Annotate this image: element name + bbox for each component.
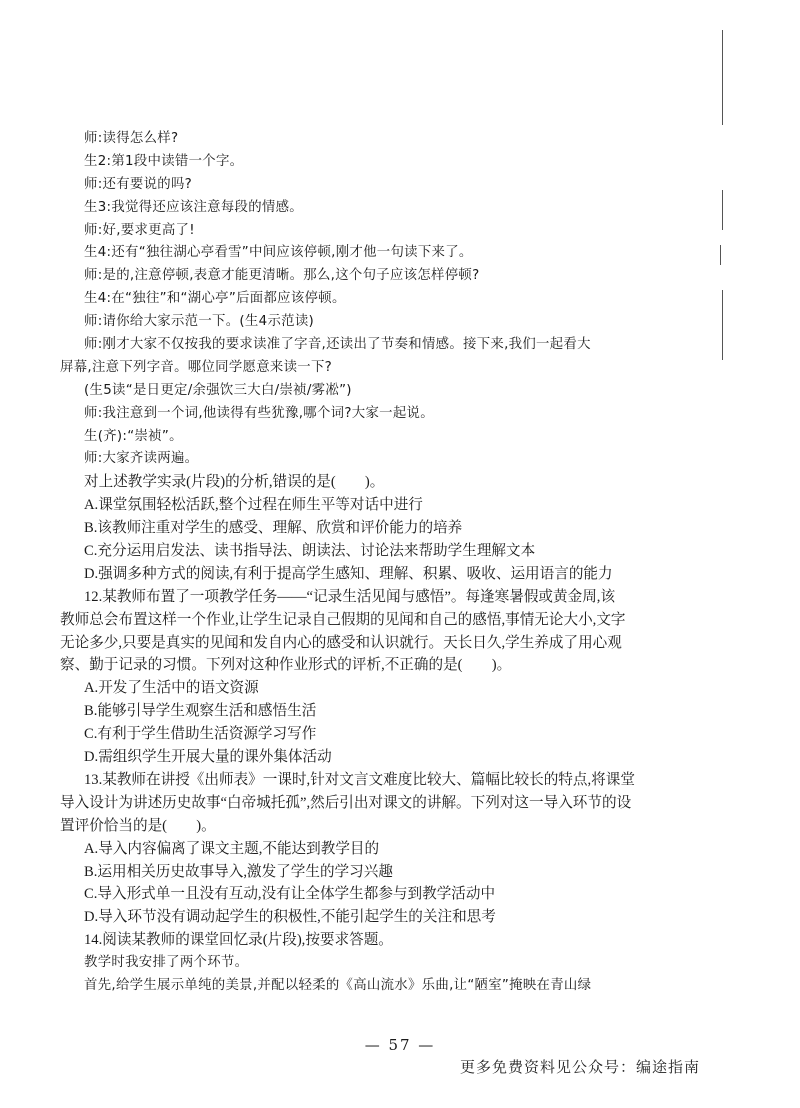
dialogue-line: 师:读得怎么样? (84, 131, 179, 146)
page-number: — 57 — (364, 1036, 436, 1054)
dialogue-line: 师:我注意到一个词,他读得有些犹豫,哪个词?大家一起说。 (84, 405, 434, 421)
question-12-stem-line: 无论多少,只要是真实的见闻和发自内心的感受和认识就行。天长日久,学生养成了用心观 (60, 634, 622, 651)
question-13-stem-line: 13.某教师在讲授《出师表》一课时,针对文言文难度比较大、篇幅比较长的特点,将课堂 (84, 771, 635, 788)
page-content (60, 128, 724, 998)
question-13-option-a: A.导入内容偏离了课文主题,不能达到教学目的 (84, 840, 380, 857)
dialogue-line: 生3:我觉得还应该注意每段的情感。 (84, 199, 303, 215)
dialogue-line: 师:是的,注意停顿,表意才能更清晰。那么,这个句子应该怎样停顿? (84, 268, 480, 284)
question-14-passage-line: 教学时我安排了两个环节。 (84, 955, 249, 971)
question-11-option-a: A.课堂氛围轻松活跃,整个过程在师生平等对话中进行 (84, 497, 423, 514)
question-12-option-c: C.有利于学生借助生活资源学习写作 (84, 726, 317, 743)
dialogue-line: 生(齐):“崇祯”。 (84, 428, 183, 444)
question-13-option-b: B.运用相关历史故事导入,激发了学生的学习兴趣 (84, 863, 393, 880)
dialogue-line: 师:刚才大家不仅按我的要求读准了字音,还读出了节奏和情感。接下来,我们一起看大 (84, 337, 591, 353)
question-11-option-d: D.强调多种方式的阅读,有利于提高学生感知、理解、积累、吸收、运用语言的能力 (84, 565, 613, 582)
question-11-option-b: B.该教师注重对学生的感受、理解、欣赏和评价能力的培养 (84, 520, 463, 537)
question-12-option-a: A.开发了生活中的语文资源 (84, 680, 259, 697)
question-13-stem-line: 导入设计为讲述历史故事“白帝城托孤”,然后引出对课文的讲解。下列对这一导入环节的设 (60, 794, 632, 811)
dialogue-line-continued: 屏幕,注意下列字音。哪位同学愿意来读一下? (60, 359, 333, 375)
question-12-option-d: D.需组织学生开展大量的课外集体活动 (84, 749, 332, 766)
dialogue-line: (生5读“是日更定/余强饮三大白/崇祯/雾凇”) (84, 382, 352, 398)
dialogue-line: 师:还有要说的吗? (84, 176, 193, 192)
question-12-stem-line: 12.某教师布置了一项教学任务——“记录生活见闻与感悟”。每逢寒暑假或黄金周,该 (84, 588, 616, 605)
footer-promo-note: 更多免费资料见公众号：编途指南 (459, 1058, 700, 1076)
dialogue-line: 师:大家齐读两遍。 (84, 451, 199, 467)
dialogue-line: 师:好,要求更高了! (84, 222, 195, 238)
question-13-option-c: C.导入形式单一且没有互动,没有让全体学生都参与到教学活动中 (84, 886, 496, 903)
question-13-stem-line: 置评价恰当的是( )。 (60, 817, 216, 834)
question-14-passage-line: 首先,给学生展示单纯的美景,并配以轻柔的《高山流水》乐曲,让“陋室”掩映在青山绿 (84, 977, 592, 993)
question-11-stem: 对上述教学实录(片段)的分析,错误的是( )。 (84, 474, 385, 491)
question-13-option-d: D.导入环节没有调动起学生的积极性,不能引起学生的关注和思考 (84, 909, 496, 926)
dialogue-line: 生4:还有“独往湖心亭看雪”中间应该停顿,刚才他一句读下来了。 (84, 245, 473, 261)
question-12-stem-line: 察、勤于记录的习惯。下列对这种作业形式的评析,不正确的是( )。 (60, 657, 512, 674)
dialogue-line: 生2:第1段中读错一个字。 (84, 153, 244, 169)
question-12-stem-line: 教师总会布置这样一个作业,让学生记录自己假期的见闻和自己的感悟,事情无论大小,文字 (60, 611, 626, 628)
question-11-option-c: C.充分运用启发法、读书指导法、朗读法、讨论法来帮助学生理解文本 (84, 543, 536, 560)
dialogue-line: 生4:在“独往”和“湖心亭”后面都应该停顿。 (84, 291, 346, 307)
question-12-option-b: B.能够引导学生观察生活和感悟生活 (84, 703, 317, 720)
question-14-stem: 14.阅读某教师的课堂回忆录(片段),按要求答题。 (84, 932, 393, 949)
dialogue-line: 师:请你给大家示范一下。(生4示范读) (84, 314, 315, 330)
